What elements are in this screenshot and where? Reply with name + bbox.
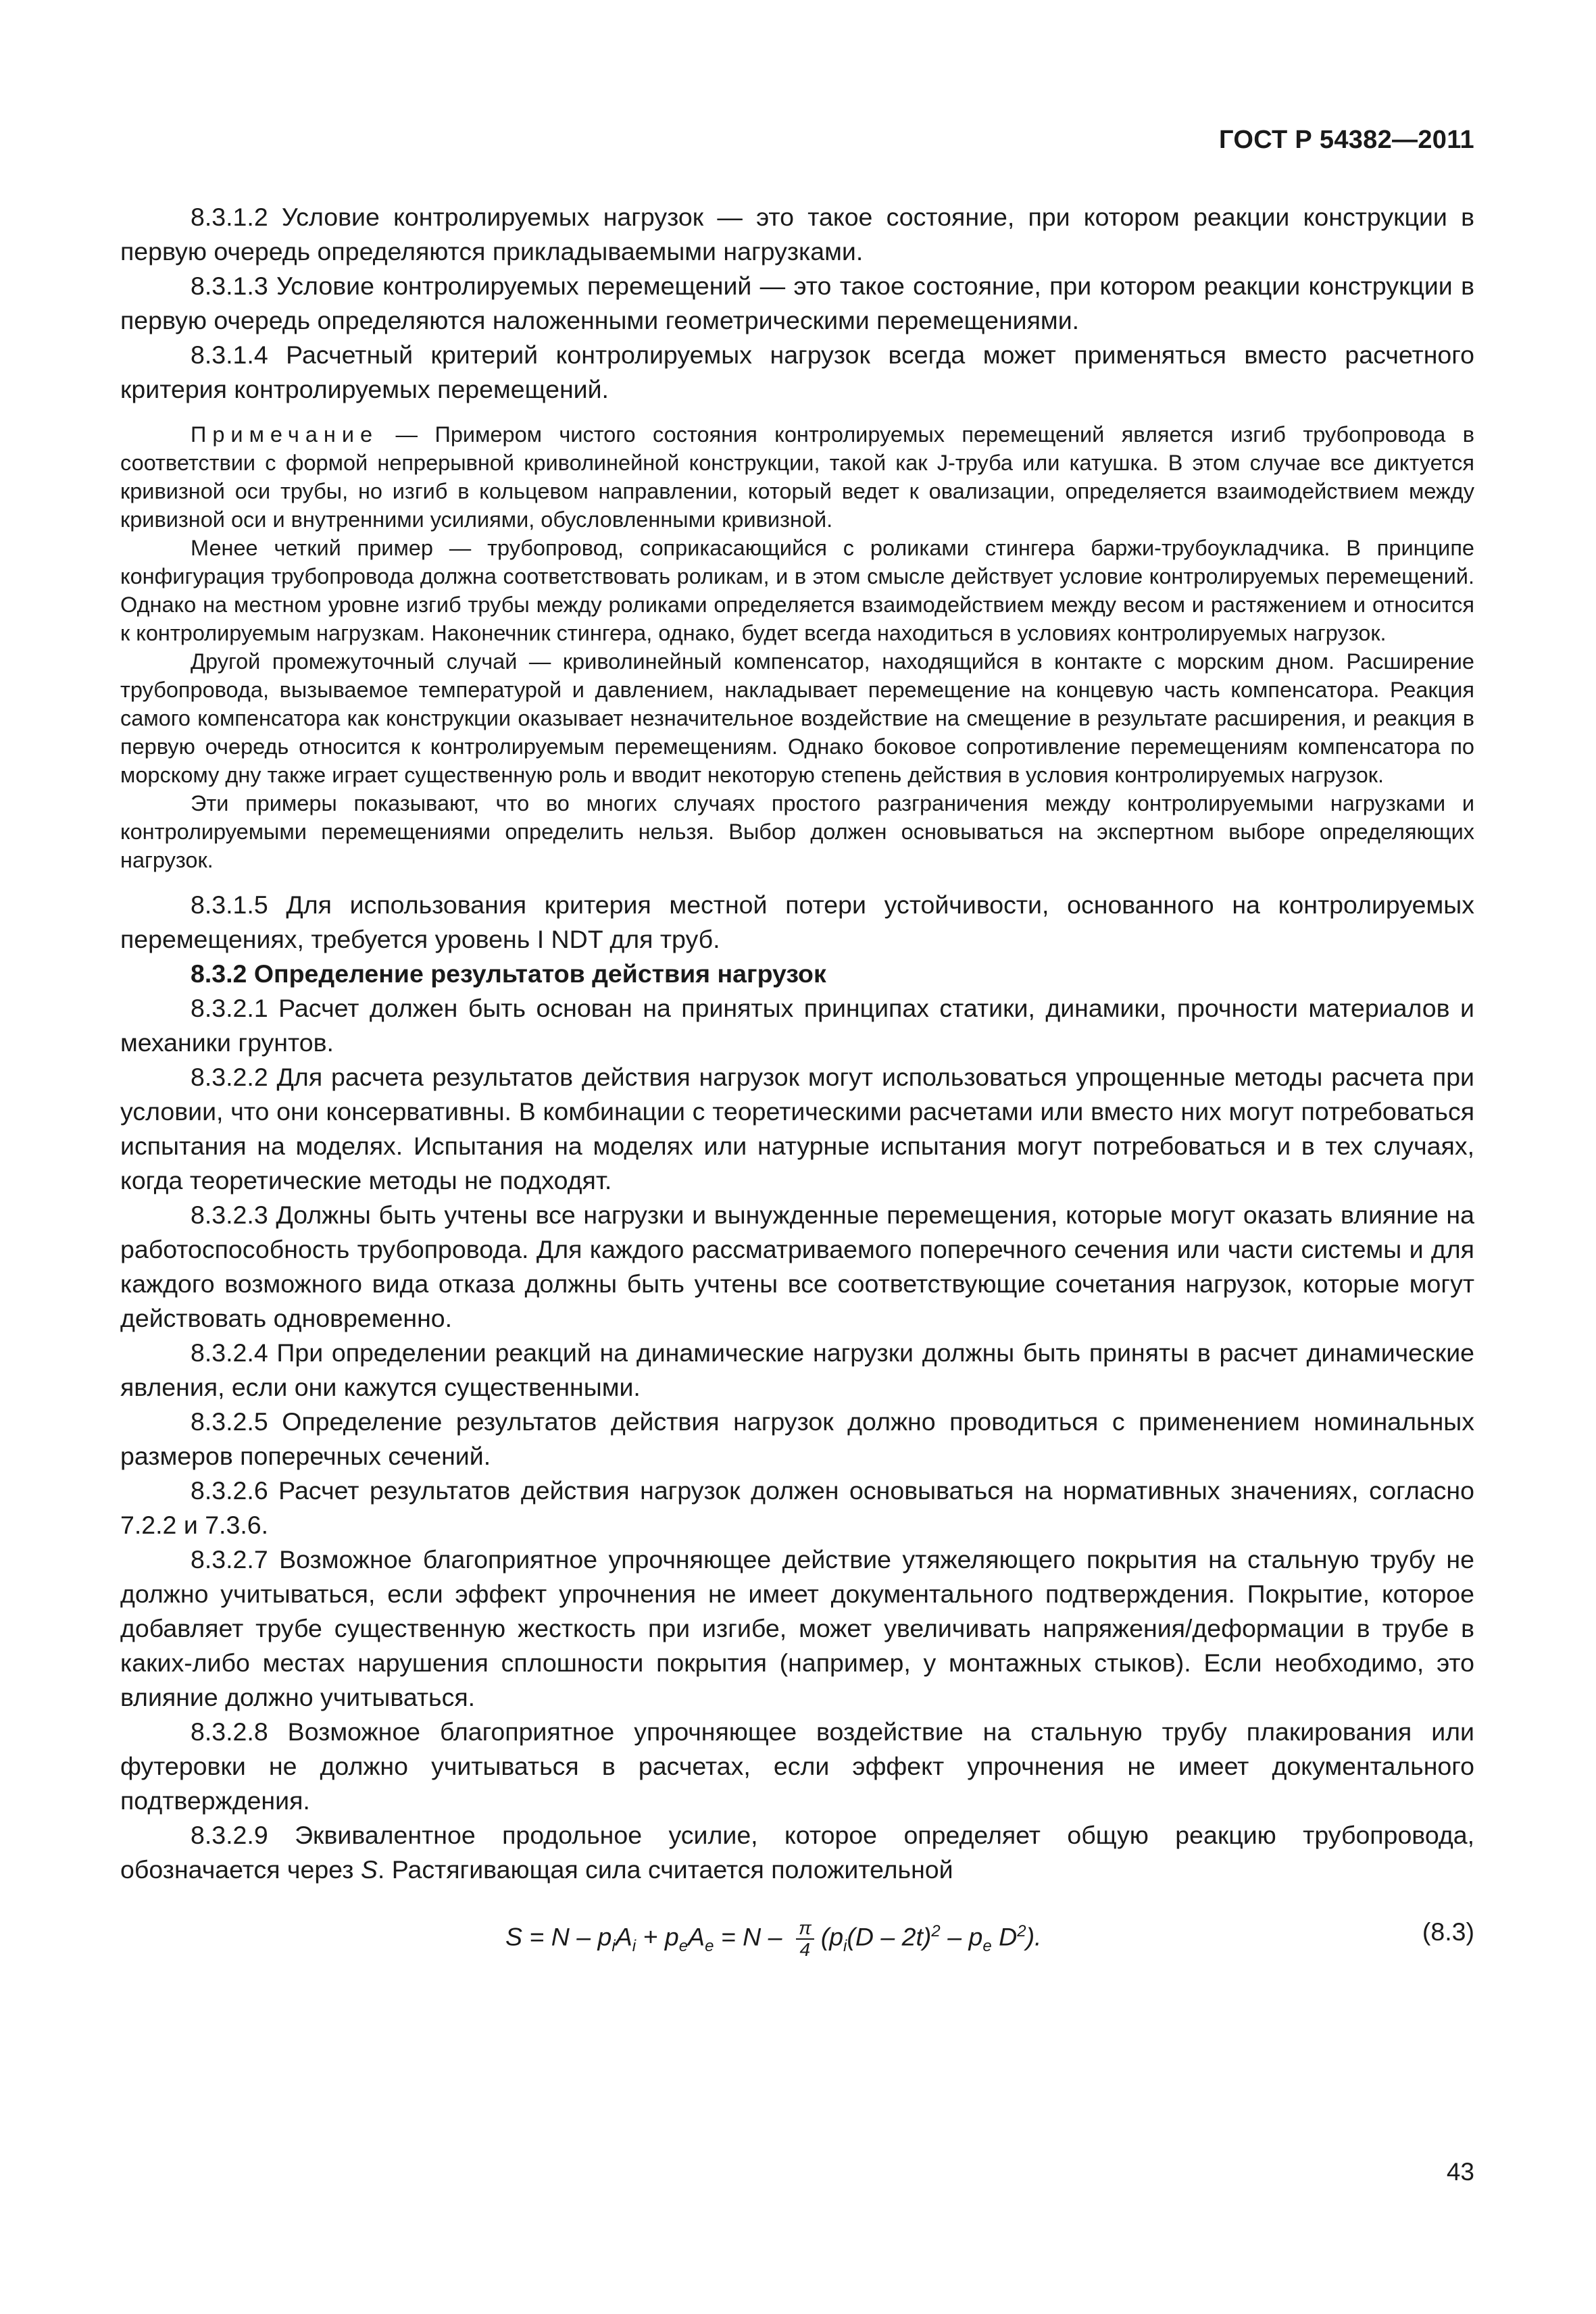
formula-part: + p xyxy=(636,1922,679,1951)
formula-sub: e xyxy=(678,1937,689,1955)
formula-part: S = N – p xyxy=(505,1922,612,1951)
formula-part: (p xyxy=(820,1922,844,1951)
paragraph-8-3-2-5: 8.3.2.5 Определение результатов действия нагрузок должно проводиться с применением номинальных размеров поперечных сечений. xyxy=(120,1407,1474,1470)
document-page xyxy=(120,0,1474,2314)
note-block xyxy=(120,420,1474,874)
formula-sub: i xyxy=(612,1937,616,1955)
formula-sub: e xyxy=(982,1937,992,1955)
note-paragraph-3: Другой промежуточный случай — криволинейный компенсатор, находящийся в контакте с морским дном. Расширение трубопровода, вызываемое температурой и давлением, накладывает перемещение на концевую часть компенсатора. Реакция самого компенсатора как конструкции оказывает незначительное воздействие на смещение в результате расширения, и реакция в первую очередь относится к контролируемым перемещениям. Однако боковое сопротивление перемещениям компенсатора по морскому дну также играет существенную роль и вводит некоторую степень действия в условия контролируемых нагрузок. xyxy=(120,649,1474,787)
note-lead-text: — Примером чистого состояния контролируемых перемещений является изгиб трубопровода в соответствии с формой непрерывной криволинейной конструкции, такой как J-труба или катушка. В этом случае все диктуется кривизной оси трубы, но изгиб в кольцевом направлении, который ведет к овализации, определяется взаимодействием между кривизной оси и внутренними усилиями, обусловленными кривизной. xyxy=(120,422,1474,532)
page-number: 43 xyxy=(1446,2158,1474,2186)
formula-sub: i xyxy=(632,1937,637,1955)
formula-sub: e xyxy=(705,1937,714,1955)
paragraph-8-3-1-3: 8.3.1.3 Условие контролируемых перемещений — это такое состояние, при котором реакции конструкции в первую очередь определяются наложенными геометрическими перемещениями. xyxy=(120,272,1474,334)
note-paragraph-1 xyxy=(120,420,1474,534)
formula-row xyxy=(120,1905,1474,1959)
formula-sup: 2 xyxy=(1017,1922,1026,1940)
formula-fraction xyxy=(796,1918,814,1960)
formula-part: ). xyxy=(1026,1922,1042,1951)
paragraph-8-3-2-7: 8.3.2.7 Возможное благоприятное упрочняющее действие утяжеляющего покрытия на стальную трубу не должно учитываться, если эффект упрочнения не имеет документального подтверждения. Покрытие, которое добавляет трубе существенную жесткость при изгибе, может увеличивать напряжения/деформации в трубе в каких-либо местах нарушения сплошности покрытия (например, у монтажных стыков). Если необходимо, это влияние должно учитываться. xyxy=(120,1545,1474,1711)
paragraph-8-3-2-1: 8.3.2.1 Расчет должен быть основан на принятых принципах статики, динамики, прочности материалов и механики грунтов. xyxy=(120,994,1474,1057)
formula-part: (D – 2t) xyxy=(847,1922,932,1951)
para-8-3-2-9-text-end: . Растягивающая сила считается положительной xyxy=(377,1855,953,1884)
paragraph-8-3-2-8: 8.3.2.8 Возможное благоприятное упрочняющее воздействие на стальную трубу плакирования или футеровки не должно учитываться в расчетах, если эффект упрочнения не имеет документального подтверждения. xyxy=(120,1717,1474,1815)
formula-part: D xyxy=(991,1922,1018,1951)
formula-part: A xyxy=(688,1922,705,1951)
paragraph-8-3-2-9 xyxy=(120,1818,1474,1887)
section-heading-8-3-2: 8.3.2 Определение результатов действия нагрузок xyxy=(191,959,826,988)
symbol-s: S xyxy=(360,1855,378,1884)
standard-code-header: ГОСТ Р 54382—2011 xyxy=(1219,126,1474,154)
paragraph-8-3-2-2: 8.3.2.2 Для расчета результатов действия нагрузок могут использоваться упрощенные методы расчета при условии, что они консервативны. В комбинации с теоретическими расчетами или вместо них могут потребоваться испытания на моделях. Испытания на моделях или натурные испытания могут потребоваться и в тех случаях, когда теоретические методы не подходят. xyxy=(120,1063,1474,1194)
formula-part: A xyxy=(615,1922,632,1951)
paragraph-8-3-2-3: 8.3.2.3 Должны быть учтены все нагрузки и вынужденные перемещения, которые могут оказать влияние на работоспособность трубопровода. Для каждого рассматриваемого поперечного сечения или части системы и для каждого возможного вида отказа должны быть учтены все соответствующие сочетания нагрузок, которые могут действовать одновременно. xyxy=(120,1201,1474,1332)
note-paragraph-4: Эти примеры показывают, что во многих случаях простого разграничения между контролируемыми нагрузками и контролируемыми перемещениями определить нельзя. Выбор должен основываться на экспертном выборе определяющих нагрузок. xyxy=(120,791,1474,872)
formula-part: – p xyxy=(940,1922,983,1951)
paragraph-8-3-1-4: 8.3.1.4 Расчетный критерий контролируемых нагрузок всегда может применяться вместо расчетного критерия контролируемых перемещений. xyxy=(120,341,1474,403)
paragraph-8-3-2-4: 8.3.2.4 При определении реакций на динамические нагрузки должны быть приняты в расчет динамические явления, если они кажутся существенными. xyxy=(120,1338,1474,1401)
fraction-numerator: π xyxy=(796,1918,814,1940)
formula-sub: i xyxy=(843,1937,847,1955)
paragraph-8-3-2-6: 8.3.2.6 Расчет результатов действия нагрузок должен основываться на нормативных значениях, согласно 7.2.2 и 7.3.6. xyxy=(120,1476,1474,1539)
fraction-denominator: 4 xyxy=(799,1938,811,1960)
note-paragraph-2: Менее четкий пример — трубопровод, соприкасающийся с роликами стингера баржи-трубоукладчика. В принципе конфигурация трубопровода должна соответствовать роликам, и в этом смысле действует условие контролируемых перемещений. Однако на местном уровне изгиб трубы между роликами определяется взаимодействием между весом и растяжением и относится к контролируемым нагрузкам. Наконечник стингера, однако, будет всегда находиться в условиях контролируемых нагрузок. xyxy=(120,536,1474,645)
document-body xyxy=(120,200,1474,1959)
formula-sup: 2 xyxy=(931,1922,941,1940)
note-label: Примечание xyxy=(191,422,379,447)
equation-number: (8.3) xyxy=(1422,1917,1474,1946)
paragraph-8-3-1-5: 8.3.1.5 Для использования критерия местной потери устойчивости, основанного на контролируемых перемещениях, требуется уровень I NDT для труб. xyxy=(120,890,1474,953)
formula-part: = N – xyxy=(714,1922,789,1951)
paragraph-8-3-1-2: 8.3.1.2 Условие контролируемых нагрузок — это такое состояние, при котором реакции конструкции в первую очередь определяются прикладываемыми нагрузками. xyxy=(120,203,1474,266)
formula-8-3 xyxy=(505,1905,1041,1973)
para-8-3-2-9-text: 8.3.2.9 Эквивалентное продольное усилие, которое определяет общую реакцию трубопровода, обозначается через xyxy=(120,1821,1474,1884)
